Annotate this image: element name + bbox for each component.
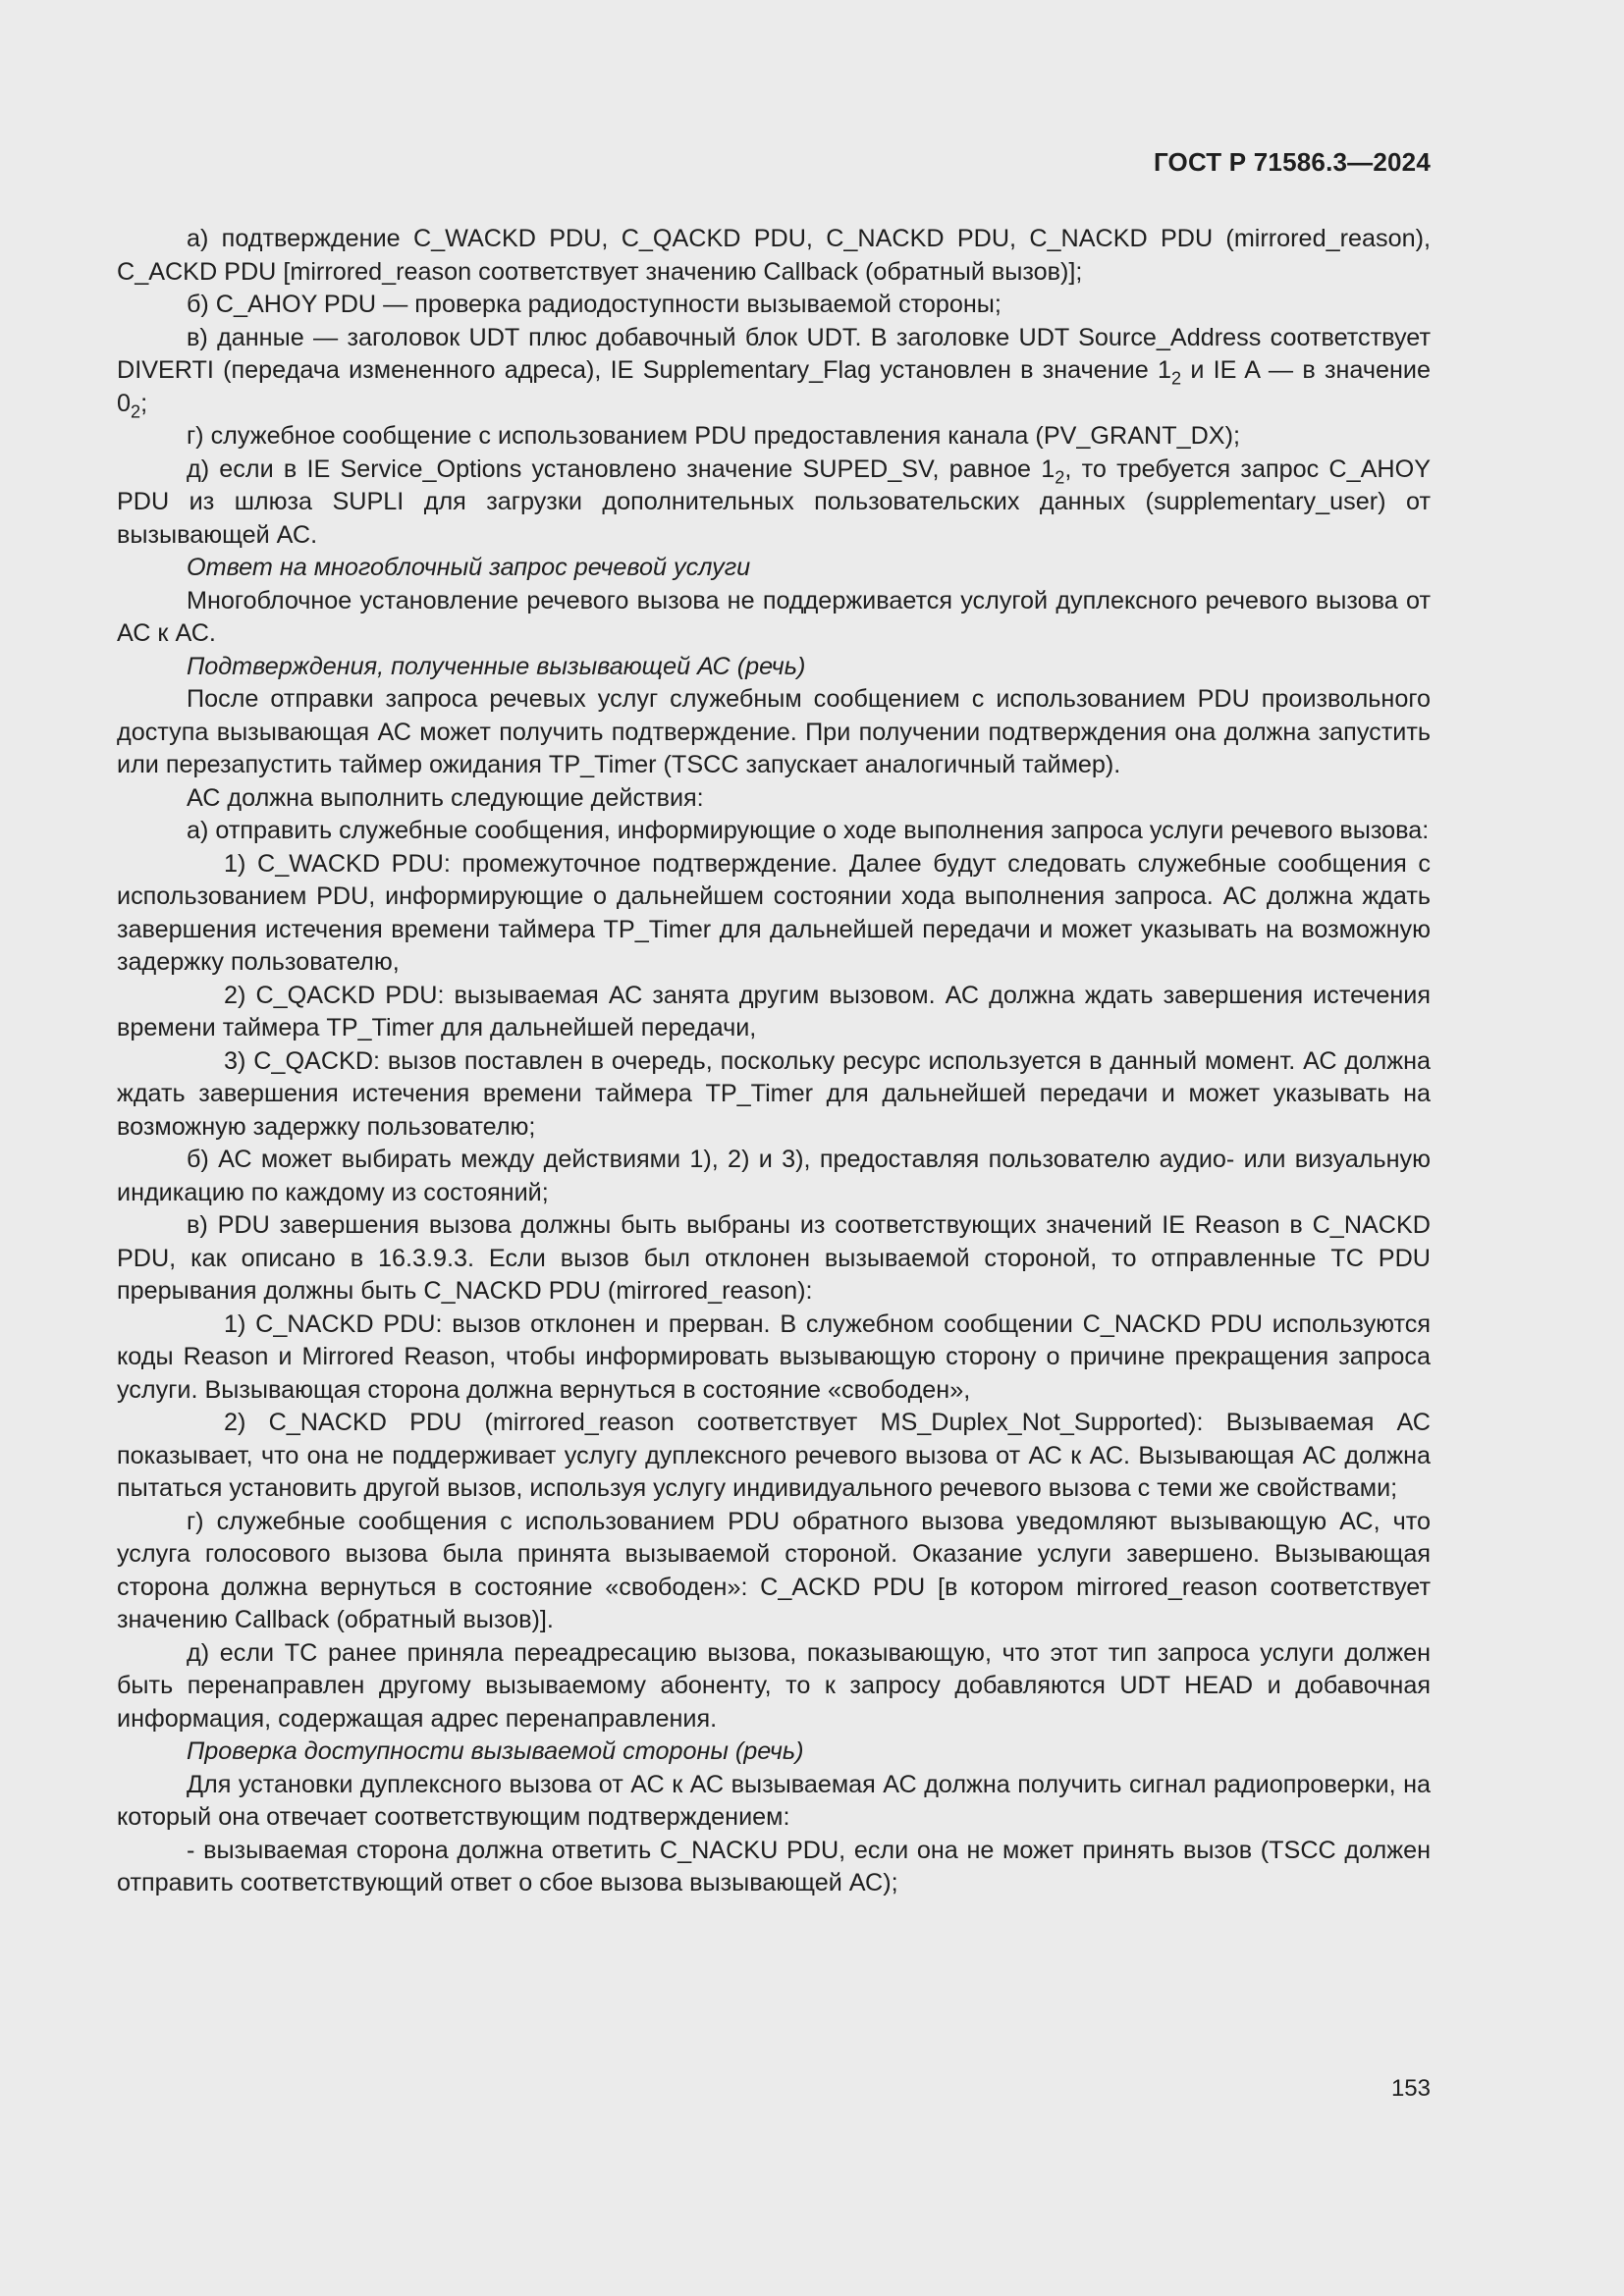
paragraph: а) подтверждение C_WACKD PDU, C_QACKD PDU, C_NACKD PDU, C_NACKD PDU (mirrored_reason), C_ACKD PDU [mirrored_reason соответствует значению Callback (обратный вызов)]; bbox=[117, 225, 1431, 286]
subscript: 2 bbox=[1171, 368, 1182, 389]
text-run: , то требуется запрос C_AHOY PDU из шлюза SUPLI для загрузки дополнительных пользовательских данных (supplementary_user) от вызывающей АС. bbox=[117, 454, 1431, 549]
subscript: 2 bbox=[1055, 466, 1065, 487]
section-heading: Проверка доступности вызываемой стороны (речь) bbox=[187, 1737, 804, 1765]
paragraph: г) служебное сообщение с использованием PDU предоставления канала (PV_GRANT_DX); bbox=[187, 422, 1240, 450]
paragraph: д) если TC ранее приняла переадресацию вызова, показывающую, что этот тип запроса услуги должен быть перенаправлен другому вызываемому абоненту, то к запросу добавляются UDT HEAD и добавочная информация, содержащая адрес перенаправления. bbox=[117, 1638, 1431, 1733]
page-number: 153 bbox=[1390, 2075, 1431, 2102]
paragraph: а) отправить служебные сообщения, информирующие о ходе выполнения запроса услуги речевого вызова: bbox=[187, 817, 1430, 844]
document-code-header: ГОСТ Р 71586.3—2024 bbox=[1153, 147, 1431, 177]
paragraph: в) PDU завершения вызова должны быть выбраны из соответствующих значений IE Reason в C_NACKD PDU, как описано в 16.3.9.3. Если вызов был отклонен вызываемой стороной, то отправленные TC PDU прерывания должны быть C_NACKD PDU (mirrored_reason): bbox=[117, 1211, 1431, 1305]
paragraph: АС должна выполнить следующие действия: bbox=[187, 783, 704, 812]
paragraph: - вызываемая сторона должна ответить C_NACKU PDU, если она не может принять вызов (TSCC должен отправить соответствующий ответ о сбое вызова вызывающей АС); bbox=[117, 1836, 1431, 1896]
paragraph: Для установки дуплексного вызова от АС к АС вызываемая АС должна получить сигнал радиопроверки, на который она отвечает соответствующим подтверждением: bbox=[117, 1770, 1431, 1831]
text-run: ; bbox=[140, 389, 148, 417]
paragraph: 2) C_QACKD PDU: вызываемая АС занята другим вызовом. АС должна ждать завершения истечения времени таймера TP_Timer для дальнейшей передачи, bbox=[117, 981, 1431, 1041]
text-run: в) данные — заголовок UDT плюс добавочный блок UDT. В заголовке UDT Source_Address соответствует DIVERTI (передача измененного адреса), IE Supplementary_Flag установлен в значение 1 bbox=[117, 323, 1431, 384]
paragraph: 1) C_NACKD PDU: вызов отклонен и прерван. В служебном сообщении C_NACKD PDU используются коды Reason и Mirrored Reason, чтобы информировать вызывающую сторону о причине прекращения запроса услуги. Вызывающая сторона должна вернуться в состояние «свободен», bbox=[117, 1309, 1431, 1404]
paragraph: После отправки запроса речевых услуг служебным сообщением с использованием PDU произвольного доступа вызывающая АС может получить подтверждение. При получении подтверждения она должна запустить или перезапустить таймер ожидания TP_Timer (TSCC запускает аналогичный таймер). bbox=[117, 685, 1431, 778]
subscript: 2 bbox=[131, 400, 141, 421]
body-text bbox=[117, 223, 1431, 1900]
paragraph: б) АС может выбирать между действиями 1), 2) и 3), предоставляя пользователю аудио- или визуальную индикацию по каждому из состояний; bbox=[117, 1146, 1431, 1206]
paragraph: г) служебные сообщения с использованием PDU обратного вызова уведомляют вызывающую АС, что услуга голосового вызова была принята вызываемой стороной. Оказание услуги завершено. Вызывающая сторона должна вернуться в состояние «свободен»: C_ACKD PDU [в котором mirrored_reason соответствует значению Callback (обратный вызов)]. bbox=[117, 1507, 1431, 1633]
paragraph: Многоблочное установление речевого вызова не поддерживается услугой дуплексного речевого вызова от АС к АС. bbox=[117, 586, 1431, 647]
section-heading: Ответ на многоблочный запрос речевой услуги bbox=[187, 554, 751, 581]
text-run: д) если в IE Service_Options установлено значение SUPED_SV, равное 1 bbox=[187, 454, 1056, 483]
paragraph: 3) C_QACKD: вызов поставлен в очередь, поскольку ресурс используется в данный момент. АС должна ждать завершения истечения времени таймера TP_Timer для дальнейшей передачи и может указывать на возможную задержку пользователю; bbox=[117, 1046, 1431, 1141]
text-run: и IE A — в значение 0 bbox=[117, 356, 1431, 417]
section-heading: Подтверждения, полученные вызывающей АС (речь) bbox=[187, 652, 806, 680]
paragraph bbox=[117, 454, 1431, 553]
paragraph: 1) C_WACKD PDU: промежуточное подтверждение. Далее будут следовать служебные сообщения с использованием PDU, информирующие о дальнейшем состоянии хода выполнения запроса. АС должна ждать завершения истечения времени таймера TP_Timer для дальнейшей передачи и может указывать на возможную задержку пользователю, bbox=[117, 849, 1431, 976]
paragraph: 2) C_NACKD PDU (mirrored_reason соответствует MS_Duplex_Not_Supported): Вызываемая АС показывает, что она не поддерживает услугу дуплексного речевого вызова от АС к АС. Вызывающая АС должна пытаться установить другой вызов, используя услугу индивидуального речевого вызова с теми же свойствами; bbox=[117, 1409, 1431, 1502]
paragraph: б) C_AHOY PDU — проверка радиодоступности вызываемой стороны; bbox=[187, 291, 1001, 318]
paragraph bbox=[117, 322, 1431, 421]
